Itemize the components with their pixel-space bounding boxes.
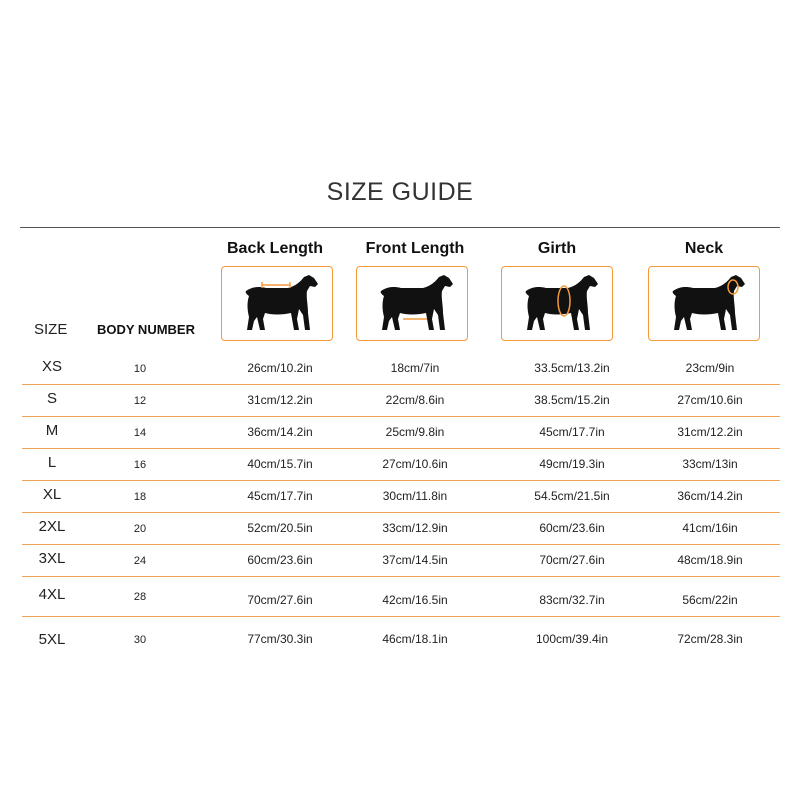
front-length-cell: 37cm/14.5in bbox=[382, 553, 448, 567]
size-cell: 3XL bbox=[38, 550, 66, 567]
row-divider bbox=[22, 480, 780, 482]
dog-back-length-icon bbox=[221, 266, 333, 341]
row-divider bbox=[22, 616, 780, 618]
neck-cell: 27cm/10.6in bbox=[677, 393, 743, 407]
girth-cell: 70cm/27.6in bbox=[539, 553, 605, 567]
front-length-cell: 18cm/7in bbox=[390, 361, 440, 375]
front-length-header: Front Length bbox=[365, 240, 465, 257]
front-length-cell: 22cm/8.6in bbox=[385, 393, 445, 407]
table-row bbox=[0, 547, 800, 577]
size-column-header: SIZE bbox=[34, 321, 68, 338]
back-length-header: Back Length bbox=[226, 240, 323, 257]
body-number-column-header: BODY NUMBER bbox=[97, 322, 195, 337]
table-row bbox=[0, 483, 800, 513]
neck-cell: 72cm/28.3in bbox=[677, 632, 743, 646]
back-length-cell: 60cm/23.6in bbox=[247, 553, 313, 567]
dog-girth-icon bbox=[501, 266, 613, 341]
body-number-cell: 18 bbox=[133, 491, 147, 503]
front-length-cell: 46cm/18.1in bbox=[382, 632, 448, 646]
table-row bbox=[0, 583, 800, 617]
body-number-cell: 12 bbox=[133, 395, 147, 407]
girth-cell: 100cm/39.4in bbox=[535, 632, 609, 646]
row-divider bbox=[22, 416, 780, 418]
table-row bbox=[0, 419, 800, 449]
front-length-cell: 33cm/12.9in bbox=[382, 521, 448, 535]
girth-cell: 83cm/32.7in bbox=[539, 593, 605, 607]
back-length-cell: 52cm/20.5in bbox=[247, 521, 313, 535]
girth-cell: 38.5cm/15.2in bbox=[534, 393, 610, 407]
size-cell: XS bbox=[41, 358, 62, 375]
table-row bbox=[0, 355, 800, 385]
back-length-cell: 40cm/15.7in bbox=[247, 457, 313, 471]
page-title: SIZE GUIDE bbox=[326, 178, 474, 206]
girth-cell: 45cm/17.7in bbox=[539, 425, 605, 439]
front-length-cell: 42cm/16.5in bbox=[382, 593, 448, 607]
table-row bbox=[0, 515, 800, 545]
back-length-cell: 77cm/30.3in bbox=[247, 632, 313, 646]
body-number-cell: 28 bbox=[133, 591, 147, 603]
neck-cell: 56cm/22in bbox=[682, 593, 738, 607]
neck-cell: 33cm/13in bbox=[682, 457, 738, 471]
row-divider bbox=[22, 512, 780, 514]
neck-cell: 23cm/9in bbox=[685, 361, 735, 375]
back-length-cell: 45cm/17.7in bbox=[247, 489, 313, 503]
dog-neck-icon bbox=[648, 266, 760, 341]
header-divider bbox=[20, 227, 780, 228]
neck-cell: 36cm/14.2in bbox=[677, 489, 743, 503]
size-cell: XL bbox=[42, 486, 62, 503]
row-divider bbox=[22, 576, 780, 578]
girth-cell: 54.5cm/21.5in bbox=[534, 489, 610, 503]
back-length-cell: 70cm/27.6in bbox=[247, 593, 313, 607]
table-row bbox=[0, 624, 800, 654]
front-length-cell: 25cm/9.8in bbox=[385, 425, 445, 439]
dog-front-length-icon bbox=[356, 266, 468, 341]
girth-cell: 33.5cm/13.2in bbox=[534, 361, 610, 375]
body-number-cell: 24 bbox=[133, 555, 147, 567]
size-cell: S bbox=[46, 390, 57, 407]
body-number-cell: 14 bbox=[133, 427, 147, 439]
row-divider bbox=[22, 384, 780, 386]
body-number-cell: 16 bbox=[133, 459, 147, 471]
girth-cell: 49cm/19.3in bbox=[539, 457, 605, 471]
neck-cell: 31cm/12.2in bbox=[677, 425, 743, 439]
row-divider bbox=[22, 448, 780, 450]
size-cell: 5XL bbox=[38, 631, 66, 648]
body-number-cell: 30 bbox=[133, 634, 147, 646]
neck-header: Neck bbox=[684, 240, 724, 257]
body-number-cell: 10 bbox=[133, 363, 147, 375]
neck-cell: 48cm/18.9in bbox=[677, 553, 743, 567]
table-row bbox=[0, 387, 800, 417]
table-row bbox=[0, 451, 800, 481]
back-length-cell: 36cm/14.2in bbox=[247, 425, 313, 439]
girth-header: Girth bbox=[537, 240, 577, 257]
row-divider bbox=[22, 544, 780, 546]
neck-cell: 41cm/16in bbox=[682, 521, 738, 535]
body-number-cell: 20 bbox=[133, 523, 147, 535]
size-cell: 4XL bbox=[38, 586, 66, 603]
size-cell: M bbox=[45, 422, 59, 439]
back-length-cell: 31cm/12.2in bbox=[247, 393, 313, 407]
size-cell: 2XL bbox=[38, 518, 66, 535]
back-length-cell: 26cm/10.2in bbox=[247, 361, 313, 375]
front-length-cell: 27cm/10.6in bbox=[382, 457, 448, 471]
girth-cell: 60cm/23.6in bbox=[539, 521, 605, 535]
front-length-cell: 30cm/11.8in bbox=[382, 489, 448, 503]
size-cell: L bbox=[47, 454, 57, 471]
